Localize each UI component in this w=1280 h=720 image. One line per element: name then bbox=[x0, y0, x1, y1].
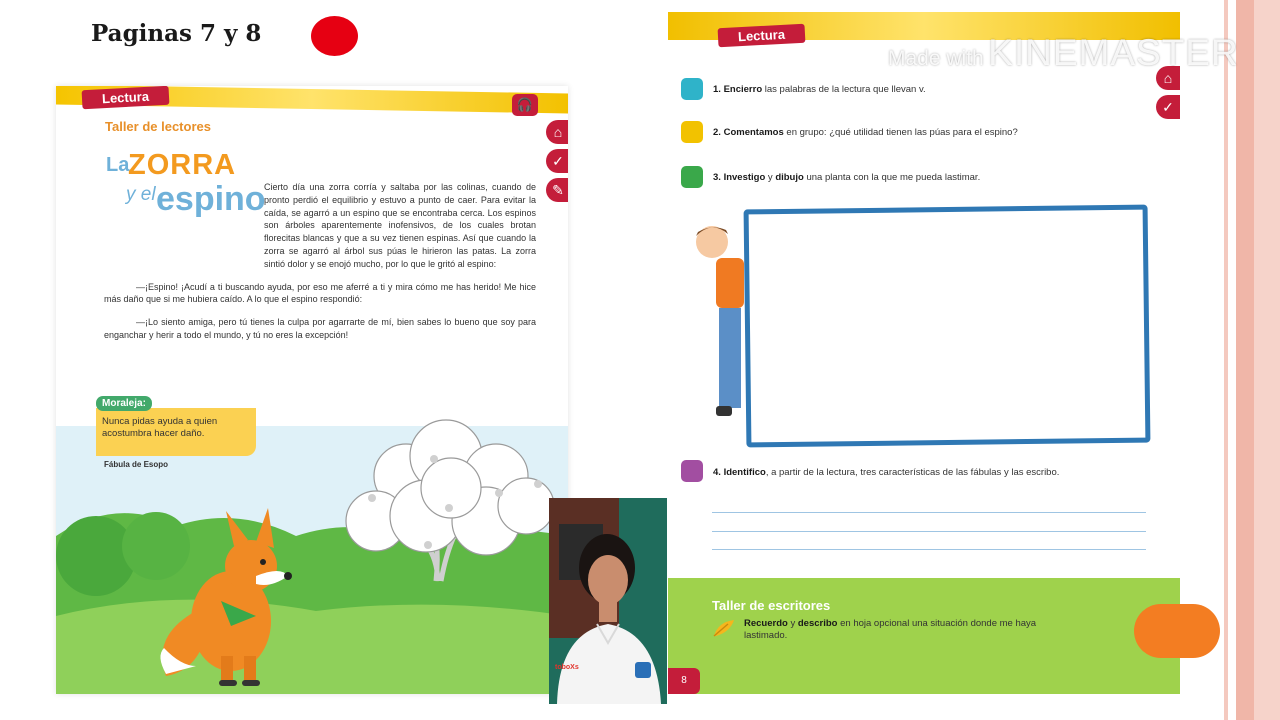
puzzle-piece-icon bbox=[681, 460, 703, 482]
activity-3: 3. Investigo y dibujo una planta con la que me pueda lastimar. bbox=[713, 172, 980, 183]
orange-tab bbox=[1134, 604, 1220, 658]
writers-title: Taller de escritores bbox=[712, 598, 831, 613]
story-text bbox=[104, 181, 536, 352]
side-icon-bar bbox=[546, 120, 568, 207]
activity-2: 2. Comentamos en grupo: ¿qué utilidad tienen las púas para el espino? bbox=[713, 127, 1018, 138]
lectura-tag: Lectura bbox=[82, 86, 170, 109]
presenter-webcam bbox=[549, 498, 667, 704]
shirt-logo: toboXs bbox=[555, 664, 579, 671]
puzzle-piece-icon bbox=[681, 78, 703, 100]
story-paragraph: —¡Espino! ¡Acudí a ti buscando ayuda, por eso me aferré a ti y mira cómo me has herido! Me hice más daño que si me hubiera caído. A lo que el espino respondió: bbox=[104, 281, 536, 305]
answer-line[interactable] bbox=[712, 512, 1146, 513]
side-icon-bar bbox=[1156, 66, 1180, 124]
headphones-icon[interactable]: 🎧 bbox=[512, 94, 538, 116]
edge-stripes bbox=[1220, 0, 1280, 720]
story-paragraph: Cierto día una zorra corría y saltaba por las colinas, cuando de pronto perdió el equilibrio y estuvo a punto de caer. Para evitar la caída, se agarró a un espino que se encontraba cerca. Los espinos son árboles aparentemente inofensivos, de los cuales brotan florecitas blancas y que a su vez tienen espinas. Así que cuando la zorra se agarró al árbol sus púas le hirieron las patas. La zorra sintió dolor y se enojó mucho, por lo que le gritó al espino: bbox=[264, 182, 536, 269]
moral-label: Moraleja: bbox=[96, 396, 152, 411]
boy-illustration bbox=[686, 222, 750, 428]
activity-4: 4. Identifico, a partir de la lectura, tres características de las fábulas y las escribo. bbox=[713, 466, 1113, 480]
answer-line[interactable] bbox=[712, 531, 1146, 532]
feather-icon bbox=[712, 618, 736, 638]
story-title-yel: y el bbox=[126, 184, 156, 205]
section-title: Taller de lectores bbox=[105, 119, 211, 134]
presenter-video bbox=[549, 498, 667, 704]
puzzle-piece-icon bbox=[681, 121, 703, 143]
left-page bbox=[56, 86, 568, 694]
story-source: Fábula de Esopo bbox=[104, 460, 169, 469]
drawing-frame[interactable] bbox=[744, 205, 1151, 448]
page-number: 8 bbox=[668, 668, 700, 694]
check-icon[interactable]: ✓ bbox=[546, 149, 568, 173]
activity-1: 1. Encierro las palabras de la lectura que llevan v. bbox=[713, 84, 926, 95]
story-title-zorra: ZORRA bbox=[128, 149, 237, 181]
writers-text: Recuerdo y describo en hoja opcional una situación donde me haya lastimado. bbox=[744, 618, 1037, 641]
edit-icon[interactable]: ✎ bbox=[546, 178, 568, 202]
lectura-tag: Lectura bbox=[718, 24, 806, 48]
story-paragraph: —¡Lo siento amiga, pero tú tienes la culpa por agarrarte de mí, bien sabes lo bueno que soy para enganchar y herir a todo el mundo, y tú no eres la excepción! bbox=[104, 317, 536, 340]
story-title-la: La bbox=[106, 154, 130, 176]
page-heading: Paginas 7 y 8 bbox=[91, 20, 262, 47]
fox-and-thornbush-illustration bbox=[56, 416, 568, 694]
home-icon[interactable]: ⌂ bbox=[1156, 66, 1180, 90]
puzzle-piece-icon bbox=[681, 166, 703, 188]
record-dot bbox=[311, 16, 358, 56]
home-icon[interactable]: ⌂ bbox=[546, 120, 568, 144]
moral-text: Nunca pidas ayuda a quien acostumbra hacer daño. bbox=[102, 416, 218, 439]
writers-workshop-panel bbox=[668, 578, 1180, 694]
story-title-espino: espino bbox=[156, 180, 266, 218]
answer-line[interactable] bbox=[712, 549, 1146, 550]
check-icon[interactable]: ✓ bbox=[1156, 95, 1180, 119]
kinemaster-watermark: Made with KINEMASTER bbox=[888, 32, 1239, 73]
right-page bbox=[668, 4, 1180, 694]
